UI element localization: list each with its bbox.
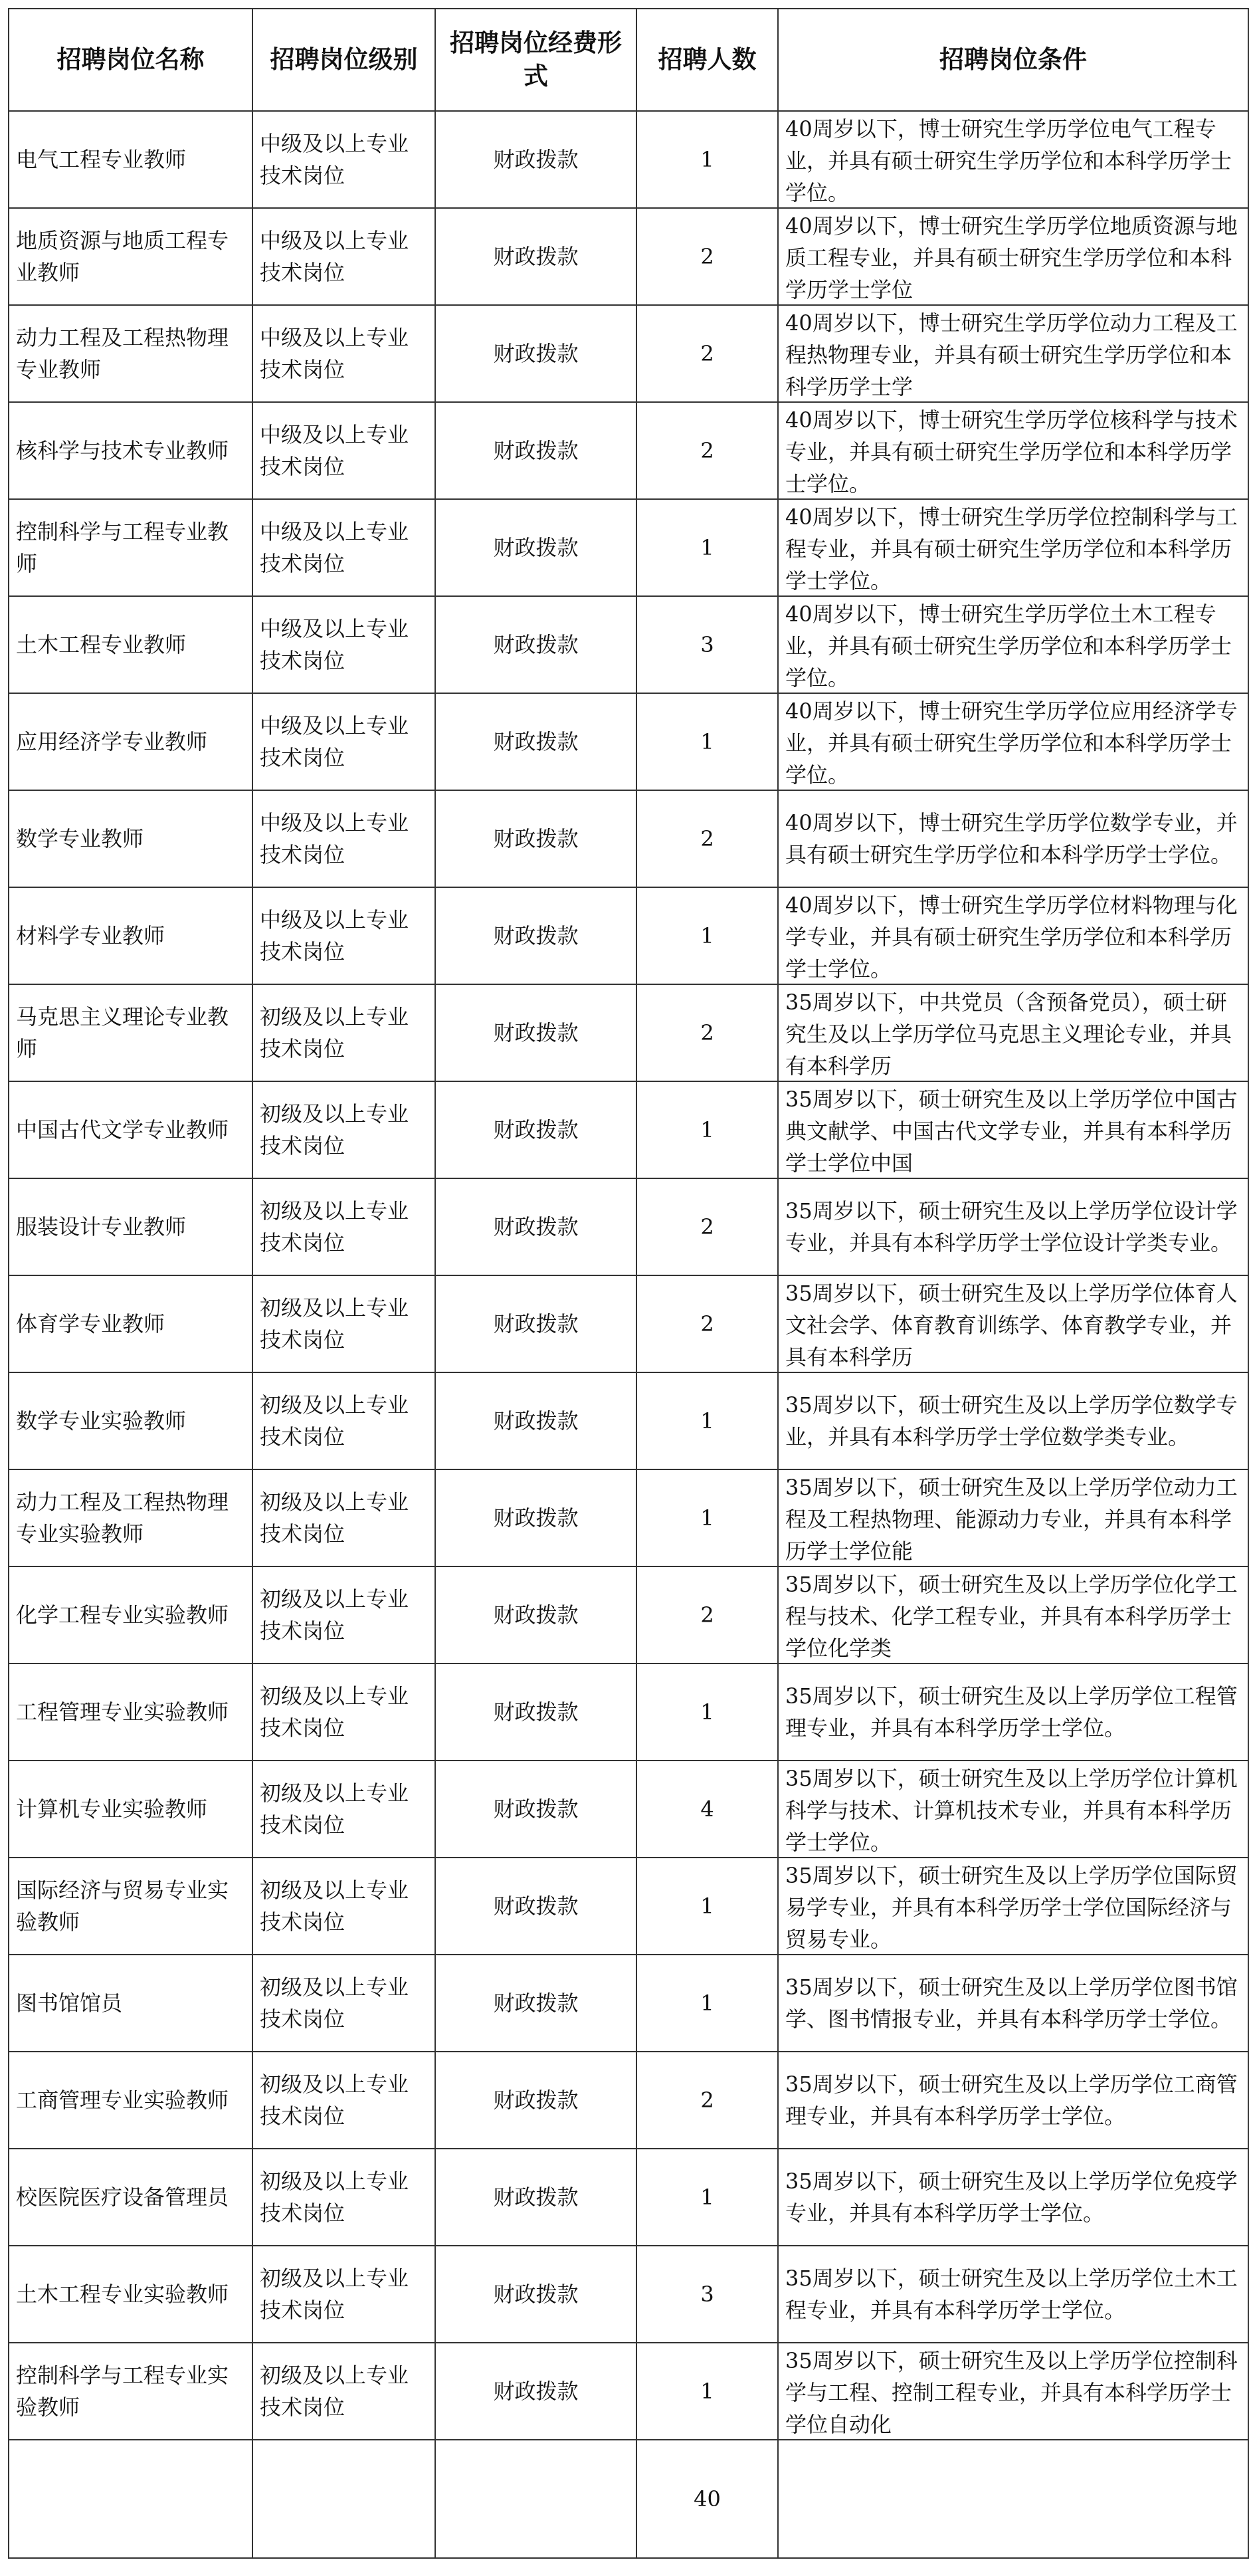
funding-type-cell: 财政拨款 — [435, 1178, 636, 1275]
requirements-text: 35周岁以下，硕士研究生及以上学历学位图书馆学、图书情报专业，并具有本科学历学士学位。 — [785, 1975, 1238, 2032]
table-row — [9, 402, 1248, 499]
hire-count-cell: 2 — [636, 402, 778, 499]
table-row — [9, 1566, 1248, 1664]
total-empty-cell — [435, 2440, 636, 2558]
hire-count-cell: 1 — [636, 2149, 778, 2246]
position-name-cell: 动力工程及工程热物理专业教师 — [9, 305, 252, 402]
requirements-cell — [778, 984, 1248, 1081]
requirements-cell — [778, 1955, 1248, 2052]
requirements-cell — [778, 305, 1248, 402]
position-level-cell: 初级及以上专业技术岗位 — [252, 1469, 435, 1566]
requirements-text: 35周岁以下，硕士研究生及以上学历学位土木工程专业，并具有本科学历学士学位。 — [785, 2266, 1238, 2323]
position-name-cell: 核科学与技术专业教师 — [9, 402, 252, 499]
hire-count-cell: 1 — [636, 1372, 778, 1469]
funding-type-cell: 财政拨款 — [435, 111, 636, 208]
requirements-cell — [778, 402, 1248, 499]
position-name-cell: 控制科学与工程专业教师 — [9, 499, 252, 596]
requirements-text: 35周岁以下，硕士研究生及以上学历学位工程管理专业，并具有本科学历学士学位。 — [785, 1683, 1238, 1741]
position-name-cell: 土木工程专业实验教师 — [9, 2246, 252, 2343]
hire-count-cell: 2 — [636, 984, 778, 1081]
table-row — [9, 2246, 1248, 2343]
table-row — [9, 1955, 1248, 2052]
requirements-cell — [778, 1858, 1248, 1955]
header-hire-count: 招聘人数 — [636, 9, 778, 111]
funding-type-cell: 财政拨款 — [435, 2246, 636, 2343]
table-row — [9, 2052, 1248, 2149]
hire-count-cell: 1 — [636, 1664, 778, 1761]
hire-count-cell: 2 — [636, 790, 778, 887]
funding-type-cell: 财政拨款 — [435, 596, 636, 693]
table-row — [9, 2149, 1248, 2246]
hire-count-cell: 1 — [636, 1858, 778, 1955]
requirements-cell — [778, 1372, 1248, 1469]
hire-count-cell: 1 — [636, 1955, 778, 2052]
position-name-cell: 动力工程及工程热物理专业实验教师 — [9, 1469, 252, 1566]
requirements-text: 40周岁以下，博士研究生学历学位核科学与技术专业，并具有硕士研究生学历学位和本科学历学士学位。 — [785, 407, 1238, 496]
position-level-cell: 初级及以上专业技术岗位 — [252, 1372, 435, 1469]
position-name-cell: 土木工程专业教师 — [9, 596, 252, 693]
table-row — [9, 1081, 1248, 1178]
table-row — [9, 1372, 1248, 1469]
requirements-text: 40周岁以下，博士研究生学历学位应用经济学专业，并具有硕士研究生学历学位和本科学历学士学位。 — [785, 698, 1238, 788]
table-row — [9, 305, 1248, 402]
requirements-text: 35周岁以下，硕士研究生及以上学历学位数学专业，并具有本科学历学士学位数学类专业。 — [785, 1392, 1238, 1449]
table-row — [9, 693, 1248, 790]
position-level-cell: 初级及以上专业技术岗位 — [252, 1275, 435, 1372]
position-name-cell: 工商管理专业实验教师 — [9, 2052, 252, 2149]
funding-type-cell: 财政拨款 — [435, 2343, 636, 2440]
requirements-cell — [778, 1469, 1248, 1566]
funding-type-cell: 财政拨款 — [435, 499, 636, 596]
position-name-cell: 中国古代文学专业教师 — [9, 1081, 252, 1178]
hire-count-cell: 2 — [636, 1566, 778, 1664]
hire-count-cell: 1 — [636, 887, 778, 984]
funding-type-cell: 财政拨款 — [435, 305, 636, 402]
funding-type-cell: 财政拨款 — [435, 984, 636, 1081]
position-level-cell: 初级及以上专业技术岗位 — [252, 984, 435, 1081]
position-level-cell: 中级及以上专业技术岗位 — [252, 693, 435, 790]
table-row — [9, 2343, 1248, 2440]
hire-count-cell: 2 — [636, 2052, 778, 2149]
funding-type-cell: 财政拨款 — [435, 1955, 636, 2052]
requirements-text: 35周岁以下，硕士研究生及以上学历学位免疫学专业，并具有本科学历学士学位。 — [785, 2169, 1238, 2226]
position-level-cell: 中级及以上专业技术岗位 — [252, 887, 435, 984]
table-row — [9, 1858, 1248, 1955]
position-name-cell: 校医院医疗设备管理员 — [9, 2149, 252, 2246]
requirements-cell — [778, 1178, 1248, 1275]
position-level-cell: 中级及以上专业技术岗位 — [252, 208, 435, 305]
funding-type-cell: 财政拨款 — [435, 1761, 636, 1858]
hire-count-cell: 2 — [636, 305, 778, 402]
requirements-text: 35周岁以下，硕士研究生及以上学历学位计算机科学与技术、计算机技术专业，并具有本科学历学士学位。 — [785, 1766, 1238, 1855]
position-level-cell: 初级及以上专业技术岗位 — [252, 2149, 435, 2246]
requirements-text: 40周岁以下，博士研究生学历学位控制科学与工程专业，并具有硕士研究生学历学位和本科学历学士学位。 — [785, 504, 1238, 593]
funding-type-cell: 财政拨款 — [435, 1372, 636, 1469]
funding-type-cell: 财政拨款 — [435, 1858, 636, 1955]
hire-count-cell: 3 — [636, 2246, 778, 2343]
position-name-cell: 国际经济与贸易专业实验教师 — [9, 1858, 252, 1955]
recruitment-table — [8, 8, 1249, 2559]
position-name-cell: 应用经济学专业教师 — [9, 693, 252, 790]
requirements-text: 35周岁以下，硕士研究生及以上学历学位中国古典文献学、中国古代文学专业，并具有本科学历学士学位中国 — [785, 1087, 1238, 1176]
table-row — [9, 1469, 1248, 1566]
requirements-text: 40周岁以下，博士研究生学历学位土木工程专业，并具有硕士研究生学历学位和本科学历学士学位。 — [785, 601, 1232, 691]
requirements-cell — [778, 2343, 1248, 2440]
requirements-cell — [778, 2052, 1248, 2149]
hire-count-cell: 1 — [636, 499, 778, 596]
funding-type-cell: 财政拨款 — [435, 208, 636, 305]
table-row — [9, 984, 1248, 1081]
position-level-cell: 中级及以上专业技术岗位 — [252, 596, 435, 693]
requirements-text: 35周岁以下，硕士研究生及以上学历学位化学工程与技术、化学工程专业，并具有本科学历学士学位化学类 — [785, 1572, 1238, 1661]
position-name-cell: 地质资源与地质工程专业教师 — [9, 208, 252, 305]
requirements-cell — [778, 111, 1248, 208]
funding-type-cell: 财政拨款 — [435, 1275, 636, 1372]
requirements-cell — [778, 790, 1248, 887]
position-name-cell: 马克思主义理论专业教师 — [9, 984, 252, 1081]
position-level-cell: 初级及以上专业技术岗位 — [252, 1081, 435, 1178]
table-row — [9, 208, 1248, 305]
requirements-cell — [778, 1081, 1248, 1178]
requirements-text: 35周岁以下，硕士研究生及以上学历学位控制科学与工程、控制工程专业，并具有本科学历学士学位自动化 — [785, 2348, 1238, 2437]
position-level-cell: 初级及以上专业技术岗位 — [252, 2246, 435, 2343]
funding-type-cell: 财政拨款 — [435, 2052, 636, 2149]
hire-count-cell: 1 — [636, 2343, 778, 2440]
table-row — [9, 1178, 1248, 1275]
requirements-text: 40周岁以下，博士研究生学历学位电气工程专业，并具有硕士研究生学历学位和本科学历学士学位。 — [785, 116, 1232, 205]
total-empty-cell — [9, 2440, 252, 2558]
requirements-cell — [778, 2246, 1248, 2343]
requirements-text: 35周岁以下，硕士研究生及以上学历学位工商管理专业，并具有本科学历学士学位。 — [785, 2072, 1238, 2129]
funding-type-cell: 财政拨款 — [435, 1566, 636, 1664]
position-name-cell: 控制科学与工程专业实验教师 — [9, 2343, 252, 2440]
requirements-text: 40周岁以下，博士研究生学历学位动力工程及工程热物理专业，并具有硕士研究生学历学位和本科学历学士学 — [785, 310, 1238, 399]
requirements-cell — [778, 596, 1248, 693]
requirements-text: 35周岁以下，硕士研究生及以上学历学位国际贸易学专业，并具有本科学历学士学位国际经济与贸易专业。 — [785, 1863, 1238, 1952]
hire-count-cell: 1 — [636, 1469, 778, 1566]
position-name-cell: 材料学专业教师 — [9, 887, 252, 984]
table-row — [9, 499, 1248, 596]
requirements-text: 35周岁以下，中共党员（含预备党员），硕士研究生及以上学历学位马克思主义理论专业，并具有本科学历 — [785, 990, 1232, 1079]
position-level-cell: 中级及以上专业技术岗位 — [252, 111, 435, 208]
position-level-cell: 中级及以上专业技术岗位 — [252, 402, 435, 499]
hire-count-cell: 1 — [636, 693, 778, 790]
requirements-cell — [778, 1664, 1248, 1761]
hire-count-cell: 4 — [636, 1761, 778, 1858]
requirements-cell — [778, 499, 1248, 596]
position-name-cell: 数学专业实验教师 — [9, 1372, 252, 1469]
requirements-cell — [778, 1566, 1248, 1664]
position-level-cell: 初级及以上专业技术岗位 — [252, 1566, 435, 1664]
position-name-cell: 服装设计专业教师 — [9, 1178, 252, 1275]
funding-type-cell: 财政拨款 — [435, 2149, 636, 2246]
requirements-cell — [778, 208, 1248, 305]
header-requirements: 招聘岗位条件 — [778, 9, 1248, 111]
requirements-text: 35周岁以下，硕士研究生及以上学历学位设计学专业，并具有本科学历学士学位设计学类专业。 — [785, 1198, 1238, 1255]
hire-count-cell: 2 — [636, 1178, 778, 1275]
requirements-text: 40周岁以下，博士研究生学历学位材料物理与化学专业，并具有硕士研究生学历学位和本科学历学士学位。 — [785, 893, 1238, 982]
position-level-cell: 初级及以上专业技术岗位 — [252, 2343, 435, 2440]
position-level-cell: 初级及以上专业技术岗位 — [252, 1761, 435, 1858]
hire-count-cell: 1 — [636, 1081, 778, 1178]
requirements-cell — [778, 887, 1248, 984]
funding-type-cell: 财政拨款 — [435, 1081, 636, 1178]
requirements-text: 40周岁以下，博士研究生学历学位地质资源与地质工程专业，并具有硕士研究生学历学位和本科学历学士学位 — [785, 213, 1238, 302]
position-name-cell: 工程管理专业实验教师 — [9, 1664, 252, 1761]
position-level-cell: 初级及以上专业技术岗位 — [252, 1664, 435, 1761]
funding-type-cell: 财政拨款 — [435, 790, 636, 887]
hire-count-cell: 2 — [636, 1275, 778, 1372]
hire-count-cell: 1 — [636, 111, 778, 208]
position-name-cell: 化学工程专业实验教师 — [9, 1566, 252, 1664]
position-level-cell: 初级及以上专业技术岗位 — [252, 1955, 435, 2052]
table-row — [9, 111, 1248, 208]
requirements-text: 35周岁以下，硕士研究生及以上学历学位动力工程及工程热物理、能源动力专业，并具有本科学历学士学位能 — [785, 1475, 1238, 1564]
table-row — [9, 790, 1248, 887]
funding-type-cell: 财政拨款 — [435, 1664, 636, 1761]
table-row — [9, 1664, 1248, 1761]
position-name-cell: 计算机专业实验教师 — [9, 1761, 252, 1858]
header-position-level: 招聘岗位级别 — [252, 9, 435, 111]
funding-type-cell: 财政拨款 — [435, 1469, 636, 1566]
total-empty-cell — [252, 2440, 435, 2558]
position-level-cell: 中级及以上专业技术岗位 — [252, 499, 435, 596]
position-name-cell: 图书馆馆员 — [9, 1955, 252, 2052]
funding-type-cell: 财政拨款 — [435, 693, 636, 790]
funding-type-cell: 财政拨款 — [435, 887, 636, 984]
table-total-row — [9, 2440, 1248, 2558]
header-position-name: 招聘岗位名称 — [9, 9, 252, 111]
hire-count-cell: 3 — [636, 596, 778, 693]
table-row — [9, 887, 1248, 984]
table-header-row — [9, 9, 1248, 111]
table-row — [9, 596, 1248, 693]
position-level-cell: 中级及以上专业技术岗位 — [252, 305, 435, 402]
position-level-cell: 初级及以上专业技术岗位 — [252, 1858, 435, 1955]
table-row — [9, 1275, 1248, 1372]
funding-type-cell: 财政拨款 — [435, 402, 636, 499]
total-empty-cell — [778, 2440, 1248, 2558]
table-row — [9, 1761, 1248, 1858]
requirements-cell — [778, 1275, 1248, 1372]
position-name-cell: 数学专业教师 — [9, 790, 252, 887]
position-name-cell: 电气工程专业教师 — [9, 111, 252, 208]
position-level-cell: 初级及以上专业技术岗位 — [252, 1178, 435, 1275]
header-funding-type: 招聘岗位经费形式 — [435, 9, 636, 111]
requirements-text: 35周岁以下，硕士研究生及以上学历学位体育人文社会学、体育教育训练学、体育教学专业，并具有本科学历 — [785, 1281, 1238, 1370]
position-name-cell: 体育学专业教师 — [9, 1275, 252, 1372]
requirements-cell — [778, 2149, 1248, 2246]
position-level-cell: 初级及以上专业技术岗位 — [252, 2052, 435, 2149]
position-level-cell: 中级及以上专业技术岗位 — [252, 790, 435, 887]
requirements-text: 40周岁以下，博士研究生学历学位数学专业，并具有硕士研究生学历学位和本科学历学士学位。 — [785, 810, 1238, 867]
total-count-cell: 40 — [636, 2440, 778, 2558]
hire-count-cell: 2 — [636, 208, 778, 305]
requirements-cell — [778, 693, 1248, 790]
requirements-cell — [778, 1761, 1248, 1858]
